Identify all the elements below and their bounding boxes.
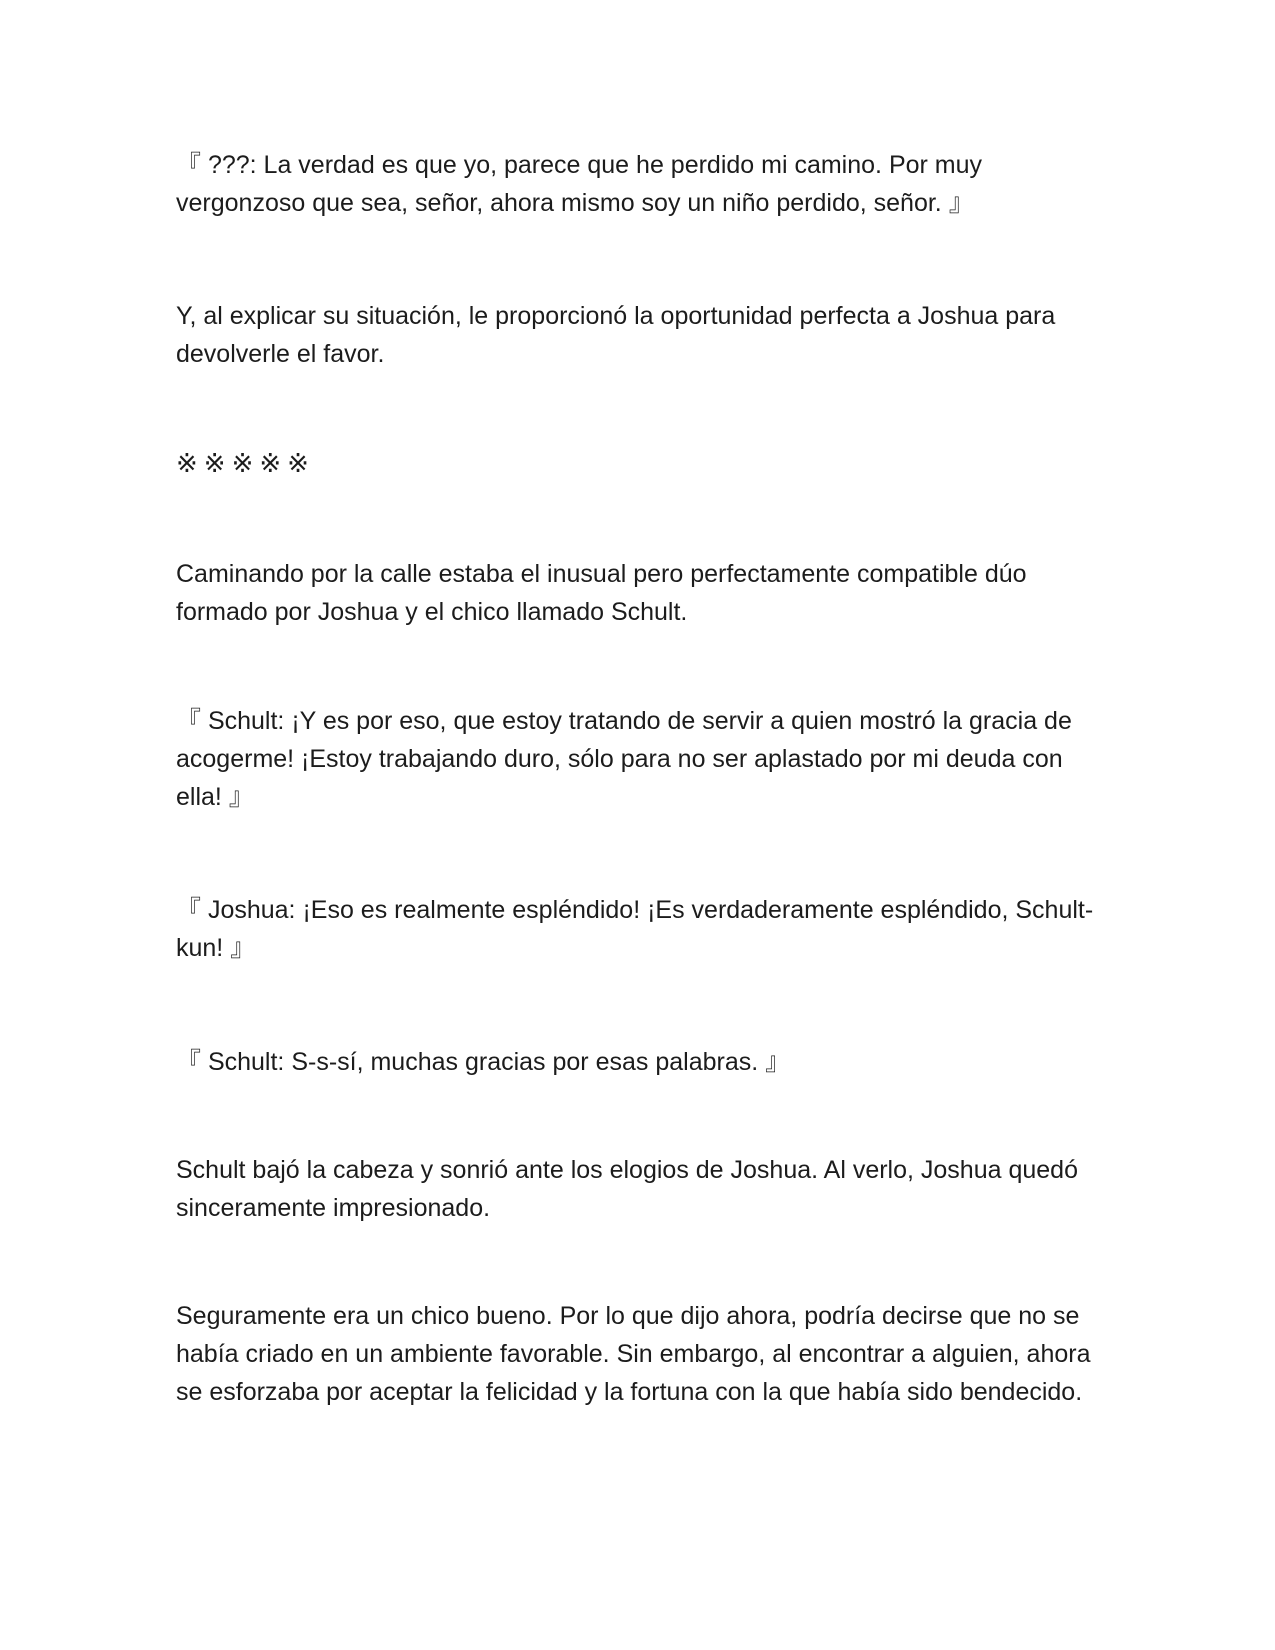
dialogue-paragraph: 『 ???: La verdad es que yo, parece que he perdido mi camino. Por muy vergonzoso que sea, señor, ahora mismo soy un niño perdido, señor. 』	[176, 151, 983, 217]
narration-paragraph: Caminando por la calle estaba el inusual pero perfectamente compatible dúo formado por Joshua y el chico llamado Schult.	[176, 560, 1027, 626]
scene-separator: ※※※※※	[176, 449, 315, 479]
dialogue-paragraph: 『 Joshua: ¡Eso es realmente espléndido! ¡Es verdaderamente espléndido, Schult-kun! 』	[176, 896, 1094, 962]
narration-paragraph: Schult bajó la cabeza y sonrió ante los elogios de Joshua. Al verlo, Joshua quedó sinceramente impresionado.	[176, 1156, 1078, 1222]
narration-paragraph: Y, al explicar su situación, le proporcionó la oportunidad perfecta a Joshua para devolverle el favor.	[176, 302, 1056, 368]
narration-paragraph: Seguramente era un chico bueno. Por lo que dijo ahora, podría decirse que no se había criado en un ambiente favorable. Sin embargo, al encontrar a alguien, ahora se esforzaba por aceptar la felicidad y la fortuna con la que había sido bendecido.	[176, 1302, 1091, 1406]
dialogue-paragraph: 『 Schult: S-s-sí, muchas gracias por esas palabras. 』	[176, 1048, 791, 1076]
dialogue-paragraph: 『 Schult: ¡Y es por eso, que estoy tratando de servir a quien mostró la gracia de acogerme! ¡Estoy trabajando duro, sólo para no ser aplastado por mi deuda con ella! 』	[176, 707, 1072, 811]
